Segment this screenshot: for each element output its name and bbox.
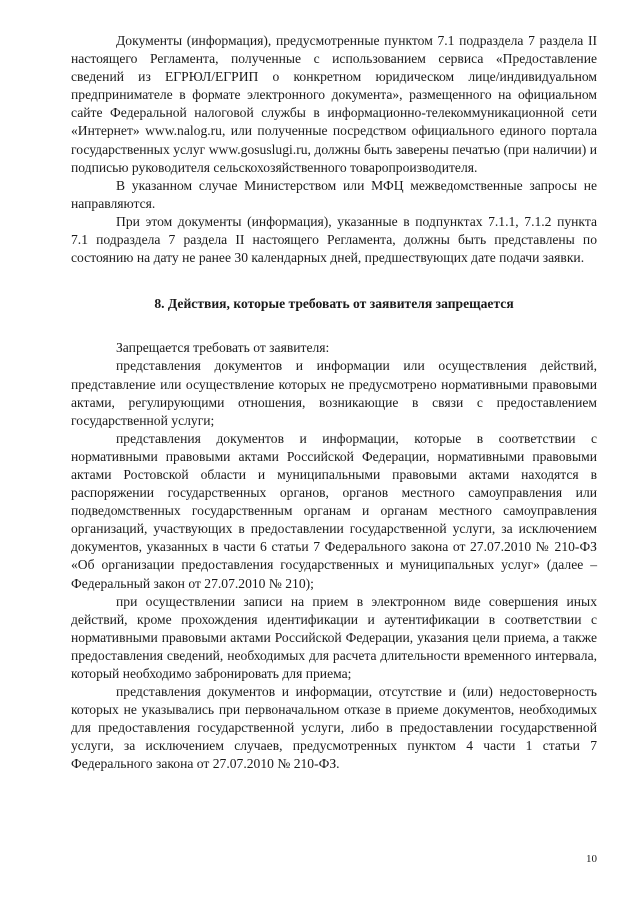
paragraph-prohibited-item-3: при осуществлении записи на прием в электронном виде совершения иных действий, кроме прохождения идентификации и аутентификации в соответствии с нормативными правовыми актами Российской Федерации, указания цели приема, а также предоставления сведений, необходимых для расчета длительности временного интервала, который необходимо забронировать для приема;	[71, 593, 597, 681]
document-body	[71, 32, 597, 774]
paragraph-documents-information: Документы (информация), предусмотренные пунктом 7.1 подраздела 7 раздела II настоящего Регламента, полученные с использованием сервиса «Предоставление сведений из ЕГРЮЛ/ЕГРИП о конкретном юридическом лице/индивидуальном предпринимателе в формате электронного документа», размещенного на официальном сайте Федеральной налоговой службы в информационно-телекоммуникационной сети «Интернет» www.nalog.ru, или полученные посредством официального единого портала государственных услуг www.gosuslugi.ru, должны быть заверены печатью (при наличии) и подписью руководителя сельскохозяйственного товаропроизводителя.	[71, 33, 597, 175]
paragraph-no-interagency-requests: В указанном случае Министерством или МФЦ межведомственные запросы не направляются.	[71, 177, 597, 211]
page-number: 10	[586, 853, 597, 865]
section-heading: 8. Действия, которые требовать от заявителя запрещается	[154, 296, 514, 312]
paragraph-prohibited-intro: Запрещается требовать от заявителя:	[116, 340, 330, 356]
paragraph-prohibited-item-4: представления документов и информации, отсутствие и (или) недостоверность которых не указывались при первоначальном отказе в приеме документов, необходимых для предоставления государственной услуги, либо в предоставлении государственной услуги, за исключением случаев, предусмотренных пунктом 4 части 1 статьи 7 Федерального закона от 27.07.2010 № 210-ФЗ.	[71, 684, 597, 772]
paragraph-prohibited-item-1: представления документов и информации или осуществления действий, представление или осуществление которых не предусмотрено нормативными правовыми актами, регулирующими отношения, возникающие в связи с предоставлением государственной услуги;	[71, 358, 597, 428]
paragraph-prohibited-item-2: представления документов и информации, которые в соответствии с нормативными правовыми актами Российской Федерации, нормативными правовыми актами Ростовской области и муниципальными правовыми актами находятся в распоряжении государственных органов, органов местного самоуправления или подведомственных государственным органам и органам местного самоуправления организаций, участвующих в предоставлении государственной услуги, за исключением документов, указанных в части 6 статьи 7 Федерального закона от 27.07.2010 № 210-ФЗ «Об организации предоставления государственных и муниципальных услуг» (далее – Федеральный закон от 27.07.2010 № 210);	[71, 430, 597, 591]
paragraph-document-validity-date: При этом документы (информация), указанные в подпунктах 7.1.1, 7.1.2 пункта 7.1 подраздела 7 раздела II настоящего Регламента, должны быть представлены по состоянию на дату не ранее 30 календарных дней, предшествующих дате подачи заявки.	[71, 213, 597, 266]
